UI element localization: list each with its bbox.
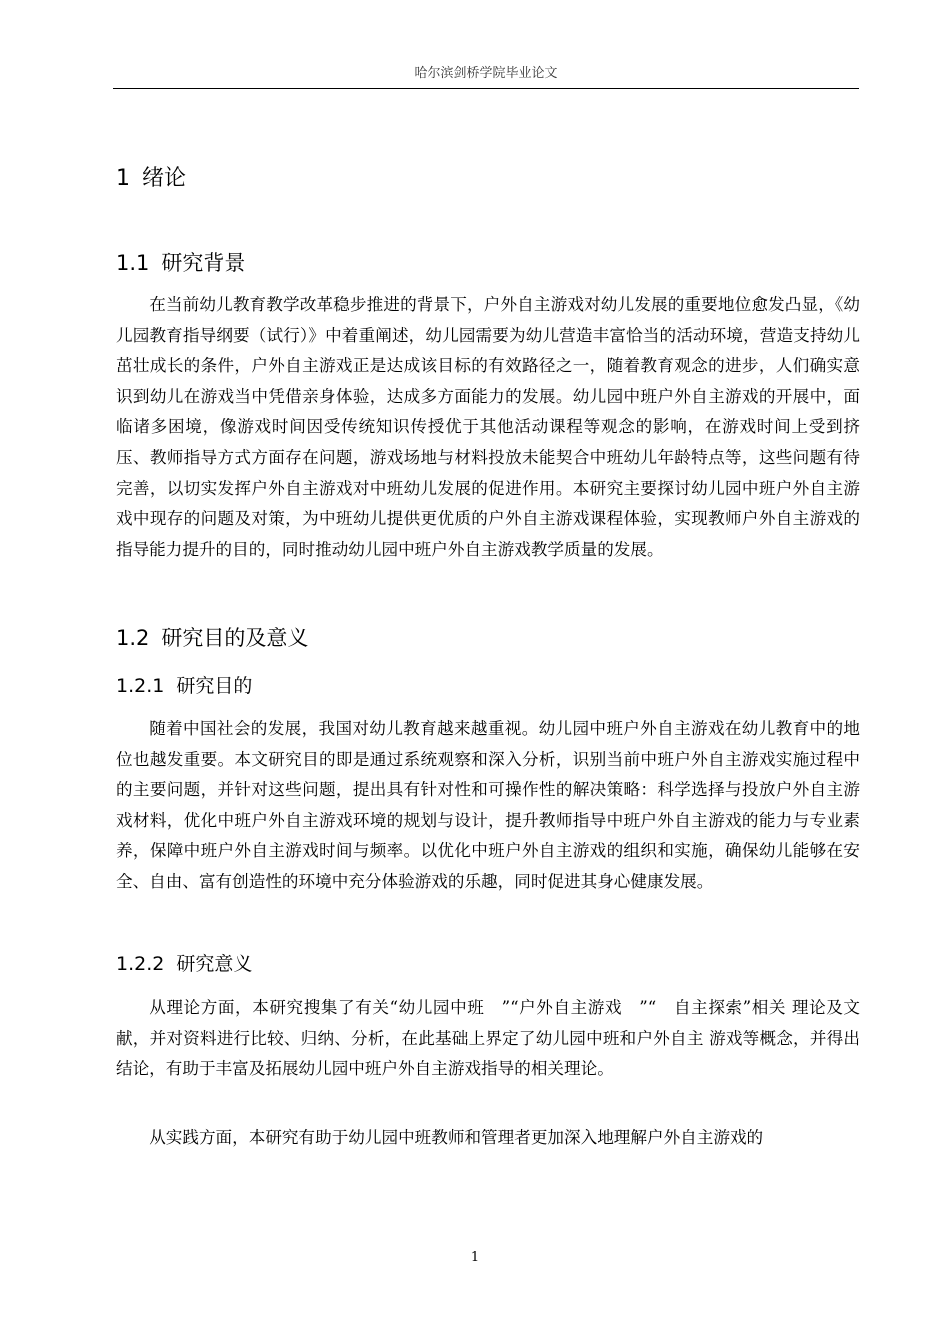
subsection-heading-1-2-1	[116, 673, 252, 699]
section-heading-1-2	[116, 624, 308, 652]
subsection-title: 研究意义	[176, 953, 253, 975]
section-title: 研究背景	[161, 251, 246, 275]
page-header: 哈尔滨剑桥学院毕业论文	[414, 66, 558, 81]
subsection-title: 研究目的	[176, 675, 253, 697]
page-number: 1	[470, 1250, 480, 1265]
significance-paragraph-practice: 从实践方面，本研究有助于幼儿园中班教师和管理者更加深入地理解户外自主游戏的	[149, 1128, 764, 1147]
section-number: 1.2	[116, 626, 150, 650]
subsection-number: 1.2.1	[116, 675, 165, 697]
chapter-heading	[116, 165, 186, 193]
section-number: 1.1	[116, 251, 150, 275]
subsection-heading-1-2-2	[116, 951, 252, 977]
header-rule	[113, 88, 859, 89]
section-title: 研究目的及意义	[161, 626, 309, 650]
chapter-number: 1	[116, 166, 130, 191]
significance-paragraph-theory: 从理论方面，本研究搜集了有关“幼儿园中班 ”“户外自主游戏 ”“ 自主探索”相关 理论及文献，并对资料进行比较、归纳、分析，在此基础上界定了幼儿园中班和户外自主 游戏等概念，并得出结论，有助于丰富及拓展幼儿园中班户外自主游戏指导的相关理论。	[116, 998, 860, 1079]
background-paragraph: 在当前幼儿教育教学改革稳步推进的背景下，户外自主游戏对幼儿发展的重要地位愈发凸显，《幼儿园教育指导纲要（试行）》中着重阐述，幼儿园需要为幼儿营造丰富恰当的活动环境，营造支持幼儿茁壮成长的条件，户外自主游戏正是达成该目标的有效路径之一，随着教育观念的进步，人们确实意识到幼儿在游戏当中凭借亲身体验，达成多方面能力的发展。幼儿园中班户外自主游戏的开展中，面临诸多困境，像游戏时间因受传统知识传授优于其他活动课程等观念的影响，在游戏时间上受到挤压、教师指导方式方面存在问题，游戏场地与材料投放未能契合中班幼儿年龄特点等，这些问题有待完善，以切实发挥户外自主游戏对中班幼儿发展的促进作用。本研究主要探讨幼儿园中班户外自主游戏中现存的问题及对策，为中班幼儿提供更优质的户外自主游戏课程体验，实现教师户外自主游戏的指导能力提升的目的，同时推动幼儿园中班户外自主游戏教学质量的发展。	[116, 295, 860, 559]
chapter-title: 绪论	[142, 166, 187, 191]
section-heading-1-1	[116, 249, 245, 277]
subsection-number: 1.2.2	[116, 953, 165, 975]
purpose-paragraph: 随着中国社会的发展，我国对幼儿教育越来越重视。幼儿园中班户外自主游戏在幼儿教育中的地位也越发重要。本文研究目的即是通过系统观察和深入分析，识别当前中班户外自主游戏实施过程中的主要问题，并针对这些问题，提出具有针对性和可操作性的解决策略：科学选择与投放户外自主游戏材料，优化中班户外自主游戏环境的规划与设计，提升教师指导中班户外自主游戏的能力与专业素养，保障中班户外自主游戏时间与频率。以优化中班户外自主游戏的组织和实施，确保幼儿能够在安全、自由、富有创造性的环境中充分体验游戏的乐趣，同时促进其身心健康发展。	[116, 719, 860, 891]
